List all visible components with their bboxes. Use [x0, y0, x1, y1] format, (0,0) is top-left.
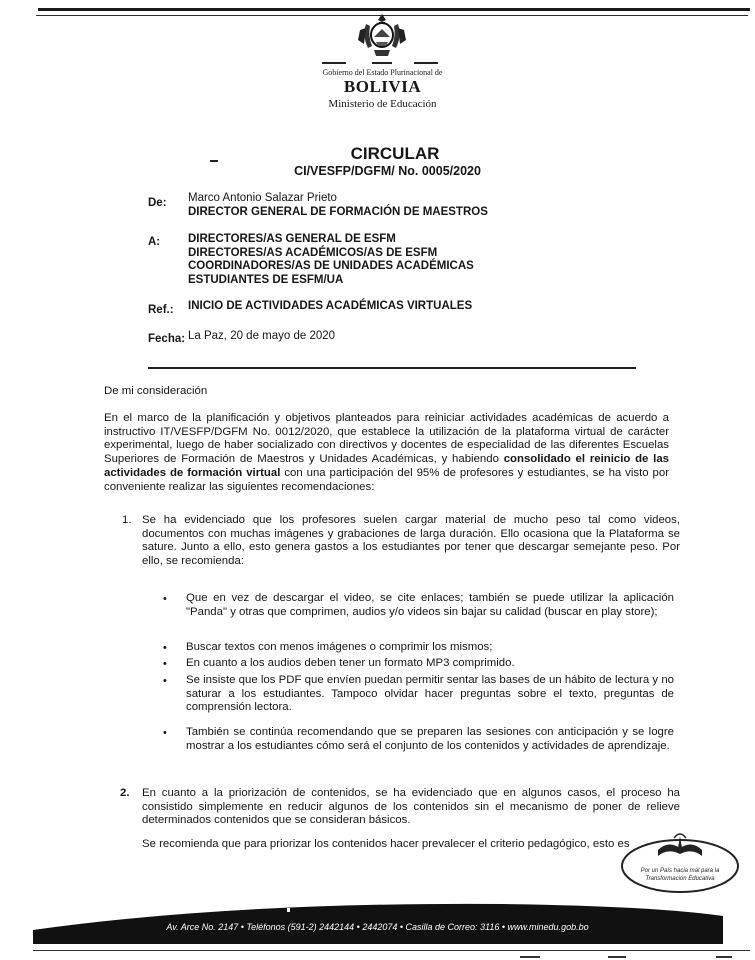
intro-paragraph	[104, 412, 669, 494]
bullet-text: Buscar textos con menos imágenes o comprimir los mismos;	[186, 641, 493, 653]
greeting: De mi consideración	[104, 385, 208, 397]
seal-text: Transformación Educativa	[645, 876, 715, 882]
bullet-text: En cuanto a los audios deben tener un formato MP3 comprimido.	[186, 657, 515, 669]
document-title: CIRCULAR	[350, 144, 440, 163]
seal-text: Por un País hacia mal para la	[640, 868, 720, 874]
letterhead-rule-center	[372, 62, 392, 64]
intro-text: En el marco de la planificación y objetivos planteados para reiniciar actividades académicas de acuerdo a instructivo IT/VESFP/DGFM No. 0012/2020, que establece la utilización de la plataforma virtual de carácter experimental, luego de haber socializado con directivos y docentes de especialidad de las diferentes Escuelas Superiores de Formación de Maestros y Unidades Académicas, y habiendo	[104, 412, 669, 466]
government-name: Gobierno del Estado Plurinacional de	[322, 68, 443, 77]
intro-emphasis: consolidado el reinicio de las actividades de formación virtual	[104, 453, 669, 479]
bottom-tick	[608, 956, 626, 958]
bullet-icon: •	[163, 642, 167, 654]
bottom-tick	[520, 956, 540, 958]
ministry-name: Ministerio de Educación	[328, 98, 437, 110]
to-line: DIRECTORES/AS ACADÉMICOS/AS DE ESFM	[188, 247, 438, 259]
margin-mark	[210, 160, 218, 162]
bullet-icon: •	[163, 675, 167, 687]
from-name: Marco Antonio Salazar Prieto	[188, 192, 337, 204]
ref-value: INICIO DE ACTIVIDADES ACADÉMICAS VIRTUALES	[188, 300, 473, 312]
footer-mark	[287, 908, 290, 912]
bottom-border-line	[33, 950, 750, 951]
intro-text-end: con una participación del 95% de profesores y estudiantes, se ha visto por conveniente realizar las siguientes recomendaciones:	[104, 466, 669, 493]
bullet-icon: •	[163, 727, 167, 739]
bullet-text: Que en vez de descargar el video, se cite enlaces; también se puede utilizar la aplicación "Panda" y otras que comprimen, audios y/o videos sin bajar su calidad (buscar en play store);	[186, 592, 674, 618]
country-name: BOLIVIA	[343, 77, 422, 96]
bullet-text: También se continúa recomendando que se preparen las sesiones con anticipación y se logre mostrar a los estudiantes cómo será el conjunto de los contenidos y actividades de aprendizaje.	[186, 726, 674, 752]
footer-contact: Av. Arce No. 2147 • Teléfonos (591-2) 2442144 • 2442074 • Casilla de Correo: 3116 • www.minedu.gob.bo	[166, 922, 589, 932]
coat-of-arms-icon	[352, 10, 412, 60]
to-line: DIRECTORES/AS GENERAL DE ESFM	[188, 233, 396, 245]
date-label: Fecha:	[148, 333, 186, 345]
item-text: Se ha evidenciado que los profesores suelen cargar material de mucho peso tal como videos, documentos con muchas imágenes y grabaciones de larga duración. Ello ocasiona que la Plataforma se sature. Junto a ello, esto genera gastos a los estudiantes por tener que descargar semejante peso. Por ello, se recomienda:	[142, 514, 680, 567]
bottom-tick	[716, 956, 732, 958]
item-text: En cuanto a la priorización de contenidos, se ha evidenciado que en algunos casos, el proceso ha consistido simplemente en reducir algunos de los contenidos sin el mecanismo de poner de relieve determinados contenidos que se consideran básicos.	[142, 787, 680, 827]
item-text-continued: Se recomienda que para priorizar los contenidos hacer prevalecer el criterio pedagógico, esto es	[142, 838, 630, 850]
item-number: 2.	[120, 787, 130, 799]
document-code: CI/VESFP/DGFM/ No. 0005/2020	[294, 164, 481, 178]
header-separator	[148, 367, 636, 369]
to-line: COORDINADORES/AS DE UNIDADES ACADÉMICAS	[188, 260, 474, 272]
item-number: 1.	[122, 514, 132, 526]
ref-label: Ref.:	[148, 304, 174, 316]
from-label: De:	[148, 197, 167, 209]
to-label: A:	[148, 236, 161, 248]
bullet-icon: •	[163, 593, 167, 605]
bullet-icon: •	[163, 658, 167, 670]
education-seal-icon	[618, 828, 742, 898]
letterhead-rule-right	[414, 62, 438, 64]
date-value: La Paz, 20 de mayo de 2020	[188, 330, 336, 342]
to-line: ESTUDIANTES DE ESFM/UA	[188, 274, 344, 286]
letterhead-rule-left	[322, 62, 346, 64]
from-title: DIRECTOR GENERAL DE FORMACIÓN DE MAESTROS	[188, 206, 488, 218]
bullet-text: Se insiste que los PDF que envíen puedan permitir sentar las bases de un hábito de lectura y no saturar a los estudiantes. Tampoco olvidar hacer preguntas sobre el texto, preguntas de comprensión lectora.	[186, 674, 674, 713]
